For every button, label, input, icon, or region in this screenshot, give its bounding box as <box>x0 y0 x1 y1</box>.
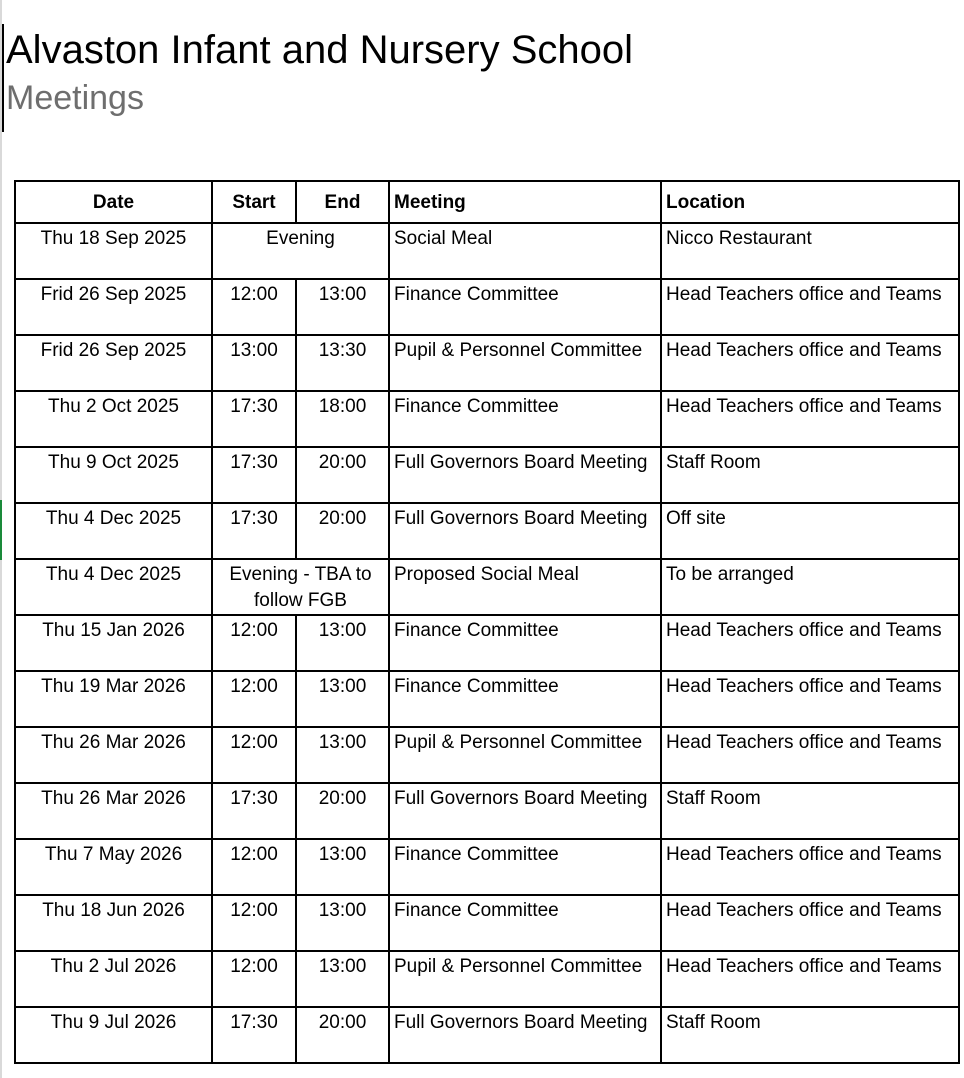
cell-meeting: Pupil & Personnel Committee <box>389 335 661 391</box>
cell-location: Nicco Restaurant <box>661 223 959 279</box>
cell-end: 20:00 <box>296 447 389 503</box>
cell-location: Head Teachers office and Teams <box>661 279 959 335</box>
cell-meeting: Finance Committee <box>389 391 661 447</box>
column-header-end: End <box>296 181 389 223</box>
cell-meeting: Pupil & Personnel Committee <box>389 951 661 1007</box>
cell-start: 17:30 <box>212 1007 296 1063</box>
column-header-start: Start <box>212 181 296 223</box>
table-row <box>15 559 959 615</box>
cell-date: Thu 9 Oct 2025 <box>15 447 212 503</box>
cell-date: Thu 7 May 2026 <box>15 839 212 895</box>
cell-end: 20:00 <box>296 503 389 559</box>
cell-meeting: Social Meal <box>389 223 661 279</box>
table-row <box>15 783 959 839</box>
cell-meeting: Finance Committee <box>389 615 661 671</box>
cell-start: 13:00 <box>212 335 296 391</box>
cell-start: 12:00 <box>212 727 296 783</box>
cell-location: Head Teachers office and Teams <box>661 615 959 671</box>
cell-meeting: Full Governors Board Meeting <box>389 1007 661 1063</box>
cell-end: 20:00 <box>296 1007 389 1063</box>
cell-location: To be arranged <box>661 559 959 615</box>
cell-meeting: Full Governors Board Meeting <box>389 447 661 503</box>
cell-meeting: Pupil & Personnel Committee <box>389 727 661 783</box>
cell-date: Frid 26 Sep 2025 <box>15 335 212 391</box>
table-row <box>15 335 959 391</box>
cell-start: 12:00 <box>212 279 296 335</box>
cell-meeting: Full Governors Board Meeting <box>389 503 661 559</box>
cell-date: Thu 15 Jan 2026 <box>15 615 212 671</box>
cell-location: Head Teachers office and Teams <box>661 951 959 1007</box>
cell-time-span: Evening - TBA to follow FGB <box>212 559 389 615</box>
table-row <box>15 503 959 559</box>
table-row <box>15 279 959 335</box>
cell-start: 17:30 <box>212 447 296 503</box>
cell-end: 13:00 <box>296 727 389 783</box>
cell-location: Head Teachers office and Teams <box>661 727 959 783</box>
cell-date: Thu 2 Jul 2026 <box>15 951 212 1007</box>
cell-start: 12:00 <box>212 615 296 671</box>
page-title: Alvaston Infant and Nursery School <box>6 28 634 72</box>
column-header-meeting: Meeting <box>389 181 661 223</box>
cell-date: Frid 26 Sep 2025 <box>15 279 212 335</box>
meetings-table <box>14 180 960 1064</box>
cell-end: 13:00 <box>296 615 389 671</box>
cell-date: Thu 2 Oct 2025 <box>15 391 212 447</box>
cell-end: 13:00 <box>296 671 389 727</box>
table-body <box>15 223 959 1063</box>
cell-meeting: Finance Committee <box>389 839 661 895</box>
text-cursor <box>2 24 4 132</box>
cell-end: 13:00 <box>296 951 389 1007</box>
table-row <box>15 895 959 951</box>
table-row <box>15 1007 959 1063</box>
cell-location: Head Teachers office and Teams <box>661 671 959 727</box>
table-row <box>15 223 959 279</box>
cell-end: 13:00 <box>296 839 389 895</box>
cell-location: Staff Room <box>661 783 959 839</box>
cell-meeting: Finance Committee <box>389 895 661 951</box>
cell-date: Thu 9 Jul 2026 <box>15 1007 212 1063</box>
table-row <box>15 391 959 447</box>
cell-time-span: Evening <box>212 223 389 279</box>
cell-end: 20:00 <box>296 783 389 839</box>
table-row <box>15 951 959 1007</box>
column-header-date: Date <box>15 181 212 223</box>
cell-location: Off site <box>661 503 959 559</box>
cell-date: Thu 4 Dec 2025 <box>15 503 212 559</box>
column-header-location: Location <box>661 181 959 223</box>
page-subtitle: Meetings <box>6 79 144 117</box>
cell-date: Thu 18 Sep 2025 <box>15 223 212 279</box>
cell-end: 13:00 <box>296 279 389 335</box>
cell-location: Head Teachers office and Teams <box>661 895 959 951</box>
cell-location: Head Teachers office and Teams <box>661 391 959 447</box>
cell-start: 17:30 <box>212 503 296 559</box>
cell-meeting: Full Governors Board Meeting <box>389 783 661 839</box>
cell-location: Staff Room <box>661 1007 959 1063</box>
cell-start: 12:00 <box>212 839 296 895</box>
cell-start: 17:30 <box>212 391 296 447</box>
table-row <box>15 615 959 671</box>
cell-location: Staff Room <box>661 447 959 503</box>
cell-date: Thu 4 Dec 2025 <box>15 559 212 615</box>
cell-end: 13:30 <box>296 335 389 391</box>
cell-location: Head Teachers office and Teams <box>661 839 959 895</box>
cell-start: 12:00 <box>212 895 296 951</box>
cell-meeting: Proposed Social Meal <box>389 559 661 615</box>
cell-end: 13:00 <box>296 895 389 951</box>
cell-start: 12:00 <box>212 951 296 1007</box>
cell-meeting: Finance Committee <box>389 671 661 727</box>
table-row <box>15 447 959 503</box>
cell-location: Head Teachers office and Teams <box>661 335 959 391</box>
table-header-row <box>15 181 959 223</box>
table-row <box>15 727 959 783</box>
cell-date: Thu 19 Mar 2026 <box>15 671 212 727</box>
cell-date: Thu 26 Mar 2026 <box>15 783 212 839</box>
cell-start: 12:00 <box>212 671 296 727</box>
cell-meeting: Finance Committee <box>389 279 661 335</box>
table-row <box>15 671 959 727</box>
cell-date: Thu 26 Mar 2026 <box>15 727 212 783</box>
cell-start: 17:30 <box>212 783 296 839</box>
cell-end: 18:00 <box>296 391 389 447</box>
table-row <box>15 839 959 895</box>
window-left-accent <box>0 500 2 560</box>
cell-date: Thu 18 Jun 2026 <box>15 895 212 951</box>
